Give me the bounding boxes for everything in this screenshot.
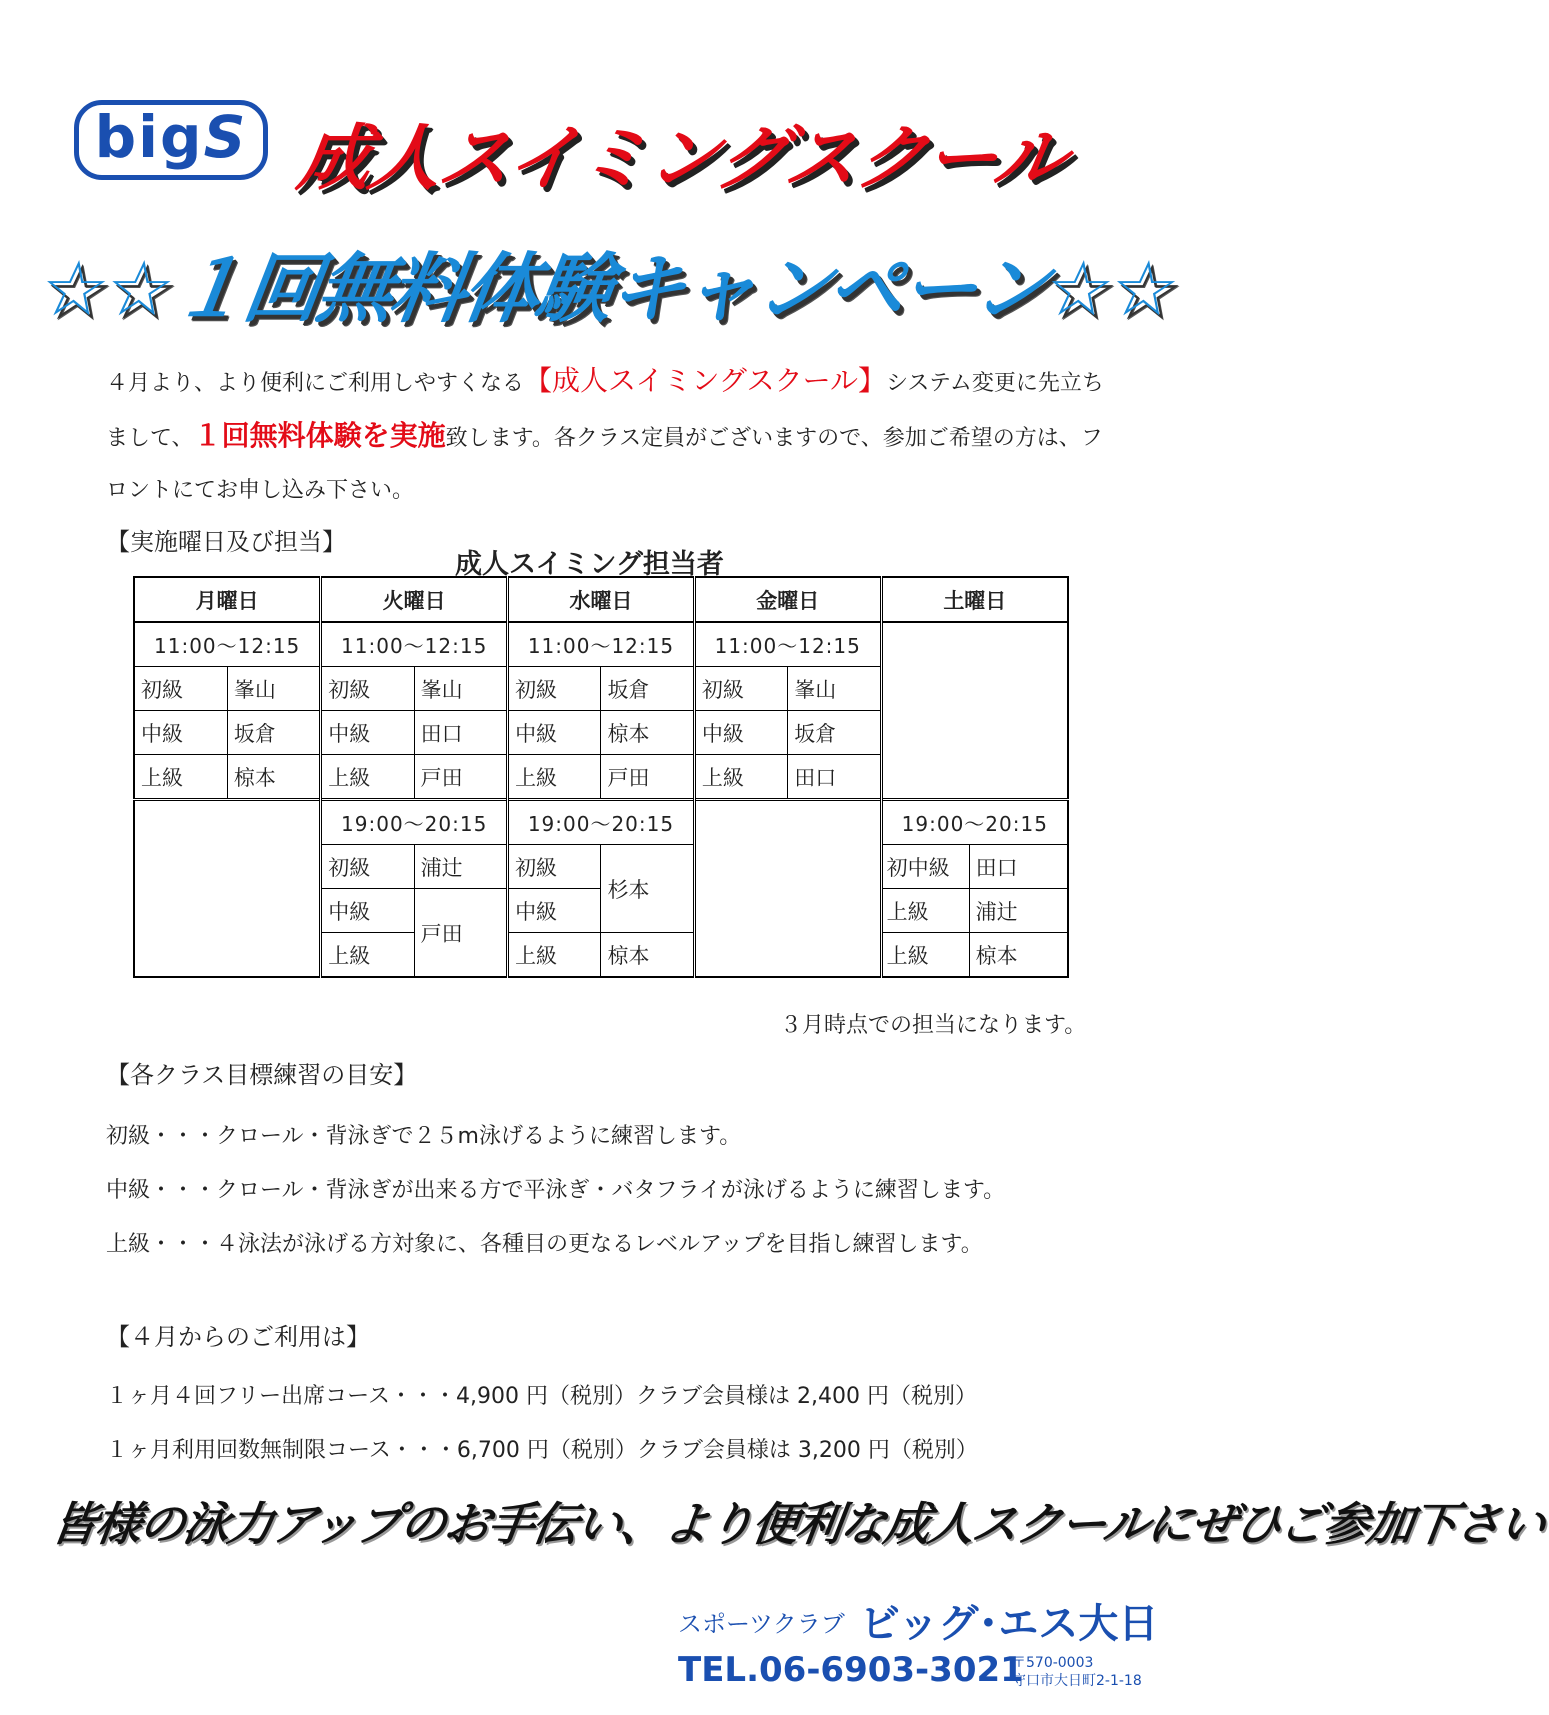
- goals-section-label: 【各クラス目標練習の目安】: [106, 1061, 418, 1089]
- day-wednesday: 水曜日: [508, 577, 695, 622]
- class-level: 上級: [321, 755, 414, 800]
- morning-time-row: [134, 622, 1068, 667]
- intro-part3: 致します。各クラス定員がございますので、参加ご希望の方は、フロントにてお申し込み下さい。: [106, 426, 1103, 503]
- class-level: 中級: [321, 889, 414, 933]
- day-tuesday: 火曜日: [321, 577, 508, 622]
- class-level: 上級: [134, 755, 227, 800]
- class-level: 初級: [321, 667, 414, 711]
- instructor: 峯山: [788, 667, 881, 711]
- main-title: 成人スイミングスクール: [293, 116, 1071, 200]
- instructor: 峯山: [227, 667, 320, 711]
- fri-evening-empty: [694, 800, 881, 978]
- goal-intermediate: 中級・・・クロール・背泳ぎが出来る方で平泳ぎ・バタフライが泳げるように練習します。: [106, 1178, 1006, 1203]
- day-header-row: [134, 577, 1068, 622]
- schedule-note: ３月時点での担当になります。: [780, 1013, 1087, 1038]
- class-level: 初級: [134, 667, 227, 711]
- logo-text: big: [94, 103, 204, 171]
- instructor: 杉本: [601, 845, 694, 933]
- class-level: 上級: [883, 889, 970, 932]
- class-level: 中級: [508, 889, 601, 933]
- mon-morning-time: 11:00～12:15: [134, 622, 321, 667]
- pricing-section-label: 【４月からのご利用は】: [106, 1323, 370, 1351]
- day-monday: 月曜日: [134, 577, 321, 622]
- class-level: 上級: [508, 755, 601, 800]
- instructor: 椋本: [601, 711, 694, 755]
- class-level: 初中級: [883, 845, 970, 888]
- bigs-logo: [74, 100, 268, 180]
- price-unlimited: １ヶ月利用回数無制限コース・・・6,700 円（税別）クラブ会員様は 3,200 円（税別）: [106, 1438, 978, 1463]
- wed-morning-time: 11:00～12:15: [508, 622, 695, 667]
- sat-evening-row-1: [881, 845, 1068, 889]
- intro-part1: ４月より、より便利にご利用しやすくなる: [106, 371, 525, 396]
- class-level: 中級: [134, 711, 227, 755]
- sat-evening-row-2: [881, 889, 1068, 933]
- price-free-4: １ヶ月４回フリー出席コース・・・4,900 円（税別）クラブ会員様は 2,400 円（税別）: [106, 1384, 977, 1409]
- sat-morning-empty: [881, 622, 1068, 800]
- postal-code: 〒570-0003: [1012, 1655, 1094, 1671]
- club-name: ビッグ･エス大日: [860, 1601, 1159, 1647]
- class-level: 中級: [508, 711, 601, 755]
- instructor: 椋本: [227, 755, 320, 800]
- goals-list: [106, 1110, 1005, 1272]
- class-level: 初級: [508, 845, 601, 889]
- schedule-section-label: 【実施曜日及び担当】: [106, 528, 346, 556]
- mon-evening-empty: [134, 800, 321, 978]
- goal-advanced: 上級・・・４泳法が泳げる方対象に、各種目の更なるレベルアップを目指し練習します。: [106, 1232, 983, 1257]
- sat-evening-row-3: [881, 933, 1068, 978]
- intro-part2: システム変更に先立ちまして、: [106, 371, 1104, 451]
- class-level: 上級: [883, 933, 970, 976]
- fri-morning-time: 11:00～12:15: [694, 622, 881, 667]
- instructor: 椋本: [975, 943, 1018, 968]
- intro-highlight-school: 【成人スイミングスクール】: [524, 364, 887, 397]
- schedule-table: [133, 576, 1069, 978]
- intro-paragraph: [106, 355, 1116, 517]
- instructor: 田口: [788, 755, 881, 800]
- goal-beginner: 初級・・・クロール・背泳ぎで２５m泳げるように練習します。: [106, 1124, 742, 1149]
- tue-morning-time: 11:00～12:15: [321, 622, 508, 667]
- club-label: スポーツクラブ: [678, 1610, 845, 1638]
- class-level: 初級: [321, 845, 414, 889]
- class-level: 中級: [321, 711, 414, 755]
- class-level: 上級: [694, 755, 787, 800]
- evening-time-row: [134, 800, 1068, 845]
- pricing-list: [106, 1370, 978, 1478]
- street-address: 守口市大日町2-1-18: [1012, 1673, 1142, 1689]
- intro-highlight-free: １回無料体験を実施: [193, 419, 446, 452]
- instructor: 坂倉: [788, 711, 881, 755]
- class-level: 初級: [694, 667, 787, 711]
- telephone: TEL.06-6903-3021: [678, 1650, 1024, 1690]
- instructor: 浦辻: [975, 899, 1018, 924]
- instructor: 戸田: [601, 755, 694, 800]
- instructor: 坂倉: [601, 667, 694, 711]
- day-friday: 金曜日: [694, 577, 881, 622]
- logo-s: S: [203, 103, 248, 171]
- class-level: 上級: [508, 933, 601, 978]
- instructor: 戸田: [414, 755, 507, 800]
- class-level: 初級: [508, 667, 601, 711]
- tue-evening-time: 19:00～20:15: [321, 800, 508, 845]
- class-level: 中級: [694, 711, 787, 755]
- sat-evening-time: 19:00～20:15: [881, 800, 1068, 845]
- instructor: 峯山: [414, 667, 507, 711]
- class-level: 上級: [321, 933, 414, 978]
- address-block: [1012, 1654, 1142, 1690]
- campaign-title: ☆☆１回無料体験キャンペーン☆☆: [34, 244, 1183, 333]
- wed-evening-time: 19:00～20:15: [508, 800, 695, 845]
- closing-message: 皆様の泳力アップのお手伝い、より便利な成人スクールにぜひご参加下さい: [47, 1497, 1548, 1551]
- instructor: 椋本: [601, 933, 694, 978]
- instructor: 坂倉: [227, 711, 320, 755]
- instructor: 戸田: [414, 889, 507, 978]
- instructor: 浦辻: [414, 845, 507, 889]
- day-saturday: 土曜日: [881, 577, 1068, 622]
- instructor: 田口: [975, 855, 1018, 880]
- instructor: 田口: [414, 711, 507, 755]
- schedule-table-title: 成人スイミング担当者: [455, 549, 724, 580]
